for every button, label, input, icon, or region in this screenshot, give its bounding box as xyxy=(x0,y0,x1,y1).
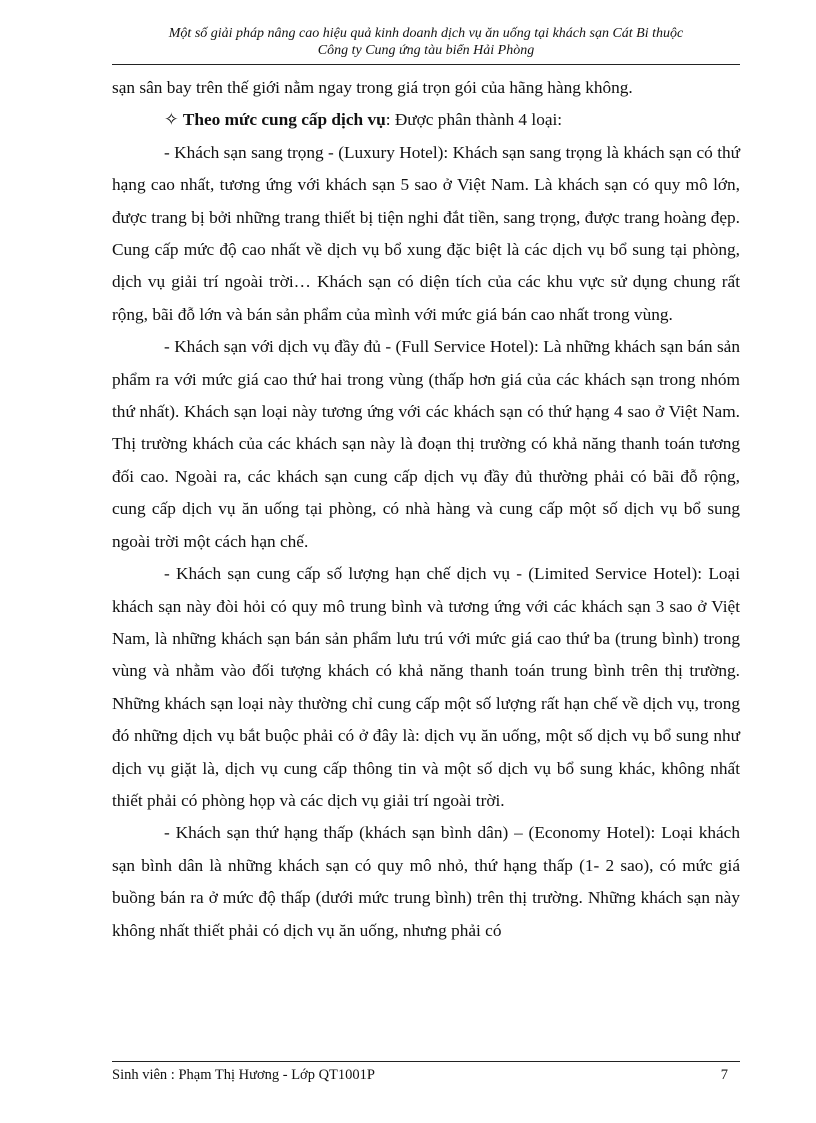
footer-divider xyxy=(112,1061,740,1062)
section-bullet xyxy=(112,104,740,136)
paragraph-economy-hotel: - Khách sạn thứ hạng thấp (khách sạn bình dân) – (Economy Hotel): Loại khách sạn bình dân là những khách sạn có quy mô nhỏ, thứ hạng thấp (1- 2 sao), có mức giá buồng bán ra ở mức độ thấp (dưới mức trung bình) trên thị trường. Những khách sạn này không nhất thiết phải có dịch vụ ăn uống, nhưng phải có xyxy=(112,823,740,940)
paragraph-luxury-hotel: - Khách sạn sang trọng - (Luxury Hotel): Khách sạn sang trọng là khách sạn có thứ hạng cao nhất, tương ứng với khách sạn 5 sao ở Việt Nam. Là khách sạn có quy mô lớn, được trang bị bởi những trang thiết bị tiện nghi đắt tiền, sang trọng, được trang hoàng đẹp. Cung cấp mức độ cao nhất về dịch vụ bổ xung đặc biệt là các dịch vụ bổ sung tại phòng, dịch vụ giải trí ngoài trời… Khách sạn có diện tích của các khu vực sử dụng chung rất rộng, bãi đỗ lớn và bán sản phẩm của mình với mức giá bán cao nhất trong vùng. xyxy=(112,142,740,324)
paragraph-full-service-hotel: - Khách sạn với dịch vụ đầy đủ - (Full Service Hotel): Là những khách sạn bán sản phẩm ra với mức giá cao thứ hai trong vùng (thấp hơn giá của các khách sạn trong nhóm thứ nhất). Khách sạn loại này tương ứng với các khách sạn có thứ hạng 4 sao ở Việt Nam. Thị trường khách của các khách sạn này là đoạn thị trường có khả năng thanh toán tương đối cao. Ngoài ra, các khách sạn cung cấp dịch vụ đầy đủ thường phải có bãi đỗ rộng, cung cấp dịch vụ ăn uống tại phòng, có nhà hàng và cung cấp một số dịch vụ bổ sung ngoài trời một cách hạn chế. xyxy=(112,337,740,551)
running-header xyxy=(112,25,740,59)
header-line-2: Công ty Cung ứng tàu biển Hải Phòng xyxy=(317,43,535,58)
page-body xyxy=(112,72,740,947)
footer-student-info: Sinh viên : Phạm Thị Hương - Lớp QT1001P xyxy=(112,1067,375,1083)
diamond-star-icon: ✧ xyxy=(164,110,179,130)
page-footer xyxy=(112,1066,740,1084)
page-number: 7 xyxy=(720,1067,728,1083)
paragraph-continuation: sạn sân bay trên thế giới nằm ngay trong giá trọn gói của hãng hàng không. xyxy=(112,78,633,97)
header-line-1: Một số giải pháp nâng cao hiệu quả kinh doanh dịch vụ ăn uống tại khách sạn Cát Bi thuộc xyxy=(168,26,684,41)
header-divider xyxy=(112,64,740,65)
bullet-text: : Được phân thành 4 loại: xyxy=(385,110,563,130)
bullet-heading: Theo mức cung cấp dịch vụ xyxy=(182,110,386,130)
paragraph-limited-service-hotel: - Khách sạn cung cấp số lượng hạn chế dịch vụ - (Limited Service Hotel): Loại khách sạn này đòi hỏi có quy mô trung bình và tương ứng với các khách sạn 3 sao ở Việt Nam, là những khách sạn bán sản phẩm lưu trú với mức giá cao thứ ba (trung bình) trong vùng và nhằm vào đối tượng khách có khả năng thanh toán trung bình trên thị trường. Những khách sạn loại này thường chỉ cung cấp một số lượng rất hạn chế về dịch vụ, trong đó những dịch vụ bắt buộc phải có ở đây là: dịch vụ ăn uống, một số dịch vụ bổ sung như dịch vụ giặt là, dịch vụ cung cấp thông tin và một số dịch vụ bổ sung khác, không nhất thiết phải có phòng họp và các dịch vụ giải trí ngoài trời. xyxy=(112,564,740,810)
